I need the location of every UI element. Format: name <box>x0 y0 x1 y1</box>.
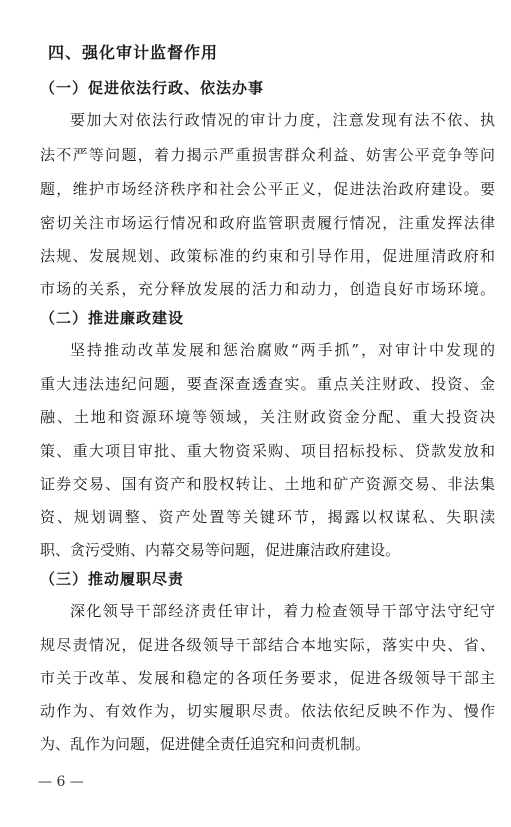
paragraph-3-line: 为、乱作为问题，促进健全责任追究和问责机制。 <box>40 735 371 753</box>
paragraph-1-line: 法规、发展规划、政策标准的约束和引导作用，促进厘清政府和 <box>40 247 495 265</box>
paragraph-2-line: 职、贪污受贿、内幕交易等问题，促进廉洁政府建设。 <box>40 541 401 559</box>
paragraph-1-line: 要加大对依法行政情况的审计力度，注意发现有法不依、执 <box>70 111 495 129</box>
paragraph-2-line: 坚持推动改革发展和惩治腐败“两手抓”，对审计中发现的 <box>70 341 495 359</box>
section-heading: 四、强化审计监督作用 <box>48 43 219 62</box>
paragraph-2-line: 融、土地和资源环境等领域，关注财政资金分配、重大投资决 <box>40 408 495 426</box>
paragraph-2-line: 资、规划调整、资产处置等关键环节，揭露以权谋私、失职渎 <box>40 508 495 526</box>
subsection-heading-1: （一）促进依法行政、依法办事 <box>40 79 265 97</box>
paragraph-3-line: 规尽责情况，促进各级领导干部结合本地实际，落实中央、省、 <box>40 636 495 654</box>
paragraph-3-line: 动作为、有效作为，切实履职尽责。依法依纪反映不作为、慢作 <box>40 702 495 720</box>
paragraph-3-line: 深化领导干部经济责任审计，着力检查领导干部守法守纪守 <box>70 602 495 620</box>
paragraph-3-line: 市关于改革、发展和稳定的各项任务要求，促进各级领导干部主 <box>40 669 495 687</box>
paragraph-2-line: 证券交易、国有资产和股权转让、土地和矿产资源交易、非法集 <box>40 475 495 493</box>
paragraph-1-line: 法不严等问题，着力揭示严重损害群众利益、妨害公平竞争等问 <box>40 146 495 164</box>
paragraph-2-line: 重大违法违纪问题，要查深查透查实。重点关注财政、投资、金 <box>40 375 495 393</box>
paragraph-1-line: 密切关注市场运行情况和政府监管职责履行情况，注重发挥法律 <box>40 214 495 232</box>
subsection-heading-3: （三）推动履职尽责 <box>40 570 185 588</box>
page-number: — 6 — <box>38 774 84 790</box>
paragraph-1-line: 市场的关系，充分释放发展的活力和动力，创造良好市场环境。 <box>40 280 495 298</box>
paragraph-2-line: 策、重大项目审批、重大物资采购、项目招标投标、贷款发放和 <box>40 442 495 460</box>
paragraph-1-line: 题，维护市场经济秩序和社会公平正义，促进法治政府建设。要 <box>40 180 495 198</box>
subsection-heading-2: （二）推进廉政建设 <box>40 309 185 327</box>
